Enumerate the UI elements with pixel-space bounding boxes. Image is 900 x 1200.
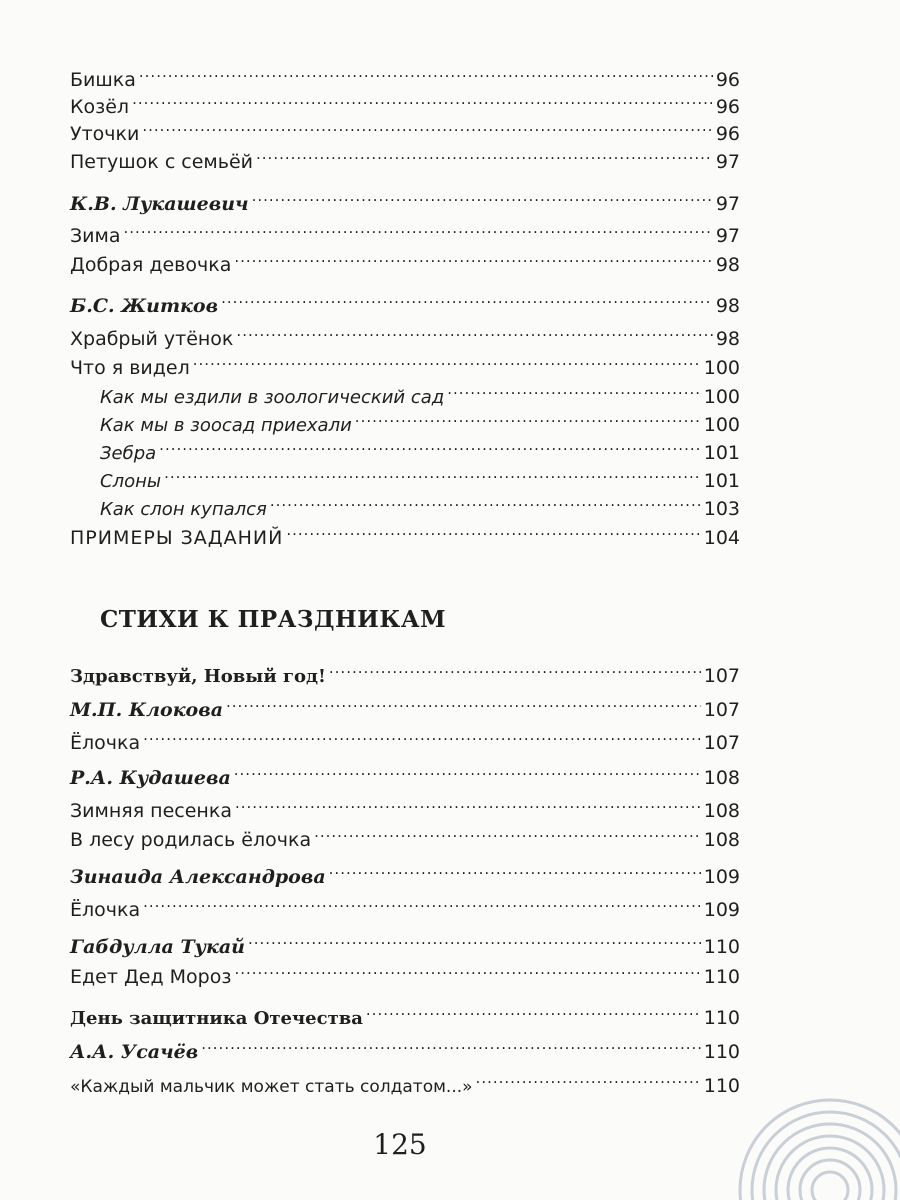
toc-entry-page: 107	[703, 665, 740, 687]
toc-entry	[100, 435, 740, 466]
dot-leader	[314, 822, 701, 846]
toc-entry-page: 100	[703, 414, 740, 436]
toc-entry-title: В лесу родилась ёлочка	[70, 829, 312, 851]
toc-entry	[70, 321, 740, 351]
toc-entry	[70, 822, 740, 852]
toc-entry-page: 97	[715, 225, 740, 247]
toc-entry-title: Зинаида Александрова	[70, 866, 326, 888]
toc-entry-title: Уточки	[70, 123, 140, 145]
toc-entry-title: Козёл	[70, 96, 130, 118]
toc-entry-page: 96	[715, 96, 740, 118]
toc-entry	[70, 859, 740, 889]
dot-leader	[132, 89, 713, 113]
toc-entry-page: 98	[715, 328, 740, 350]
corner-swirl-decoration	[725, 1080, 900, 1200]
toc-entry	[70, 218, 740, 248]
dot-leader	[235, 793, 701, 817]
dot-leader	[286, 520, 700, 544]
toc-entry	[100, 379, 740, 410]
toc-entry	[70, 959, 740, 989]
toc-entry-page: 96	[715, 123, 740, 145]
toc-entry	[70, 89, 740, 119]
dot-leader	[226, 692, 701, 716]
toc-entry	[100, 463, 740, 494]
toc-entry-title: «Каждый мальчик может стать солдатом...»	[70, 1077, 473, 1097]
toc-entry	[70, 658, 740, 689]
toc-entry-page: 110	[703, 1075, 740, 1097]
toc-entry-title: Добрая девочка	[70, 254, 232, 276]
toc-entry	[70, 247, 740, 277]
toc-entry-title: ПРИМЕРЫ ЗАДАНИЙ	[70, 527, 284, 549]
toc-entry	[100, 491, 740, 522]
toc-entry-page: 109	[703, 899, 740, 921]
toc-entry	[70, 520, 740, 550]
dot-leader	[193, 350, 701, 374]
toc-entry-page: 101	[703, 442, 740, 464]
toc-entry-title: Ёлочка	[70, 899, 141, 921]
toc-entry-title: Габдулла Тукай	[70, 936, 245, 958]
dot-leader	[447, 379, 701, 403]
toc-entry-page: 96	[715, 69, 740, 91]
toc-entry-title: Храбрый утёнок	[70, 328, 234, 350]
toc-entry	[70, 62, 740, 92]
toc-entry-title: День защитника Отечества	[70, 1008, 363, 1029]
toc-entry-page: 97	[715, 151, 740, 173]
dot-leader	[252, 186, 713, 210]
toc-entry-title: Едет Дед Мороз	[70, 966, 232, 988]
dot-leader	[143, 725, 701, 749]
toc-entry-page: 103	[703, 498, 740, 520]
toc-entry	[70, 1034, 740, 1064]
toc-entry-title: Петушок с семьёй	[70, 151, 254, 173]
dot-leader	[329, 859, 701, 883]
toc-entry-title: А.А. Усачёв	[70, 1041, 199, 1063]
dot-leader	[234, 247, 712, 271]
toc-entry-page: 100	[703, 357, 740, 379]
toc-entry-title: Б.С. Житков	[70, 295, 219, 317]
toc-entry	[70, 692, 740, 722]
toc-entry	[70, 1000, 740, 1031]
toc-entry-title: Как слон купался	[100, 499, 267, 520]
toc-entry-title: К.В. Лукашевич	[70, 193, 249, 215]
toc-entry-title: Как мы ездили в зоологический сад	[100, 387, 445, 408]
toc-entry-page: 107	[703, 699, 740, 721]
toc-entry	[70, 892, 740, 922]
toc-entry-page: 98	[715, 295, 740, 317]
toc-entry-title: М.П. Клокова	[70, 699, 224, 721]
toc-entry	[70, 760, 740, 790]
dot-leader	[142, 116, 712, 140]
toc-entry-title: Зимняя песенка	[70, 800, 232, 822]
dot-leader	[221, 288, 713, 312]
toc-entry-page: 107	[703, 732, 740, 754]
dot-leader	[366, 1000, 701, 1024]
dot-leader	[355, 407, 701, 431]
toc-entry-title: Слоны	[100, 471, 162, 492]
dot-leader	[139, 62, 713, 86]
toc-entry-title: Ёлочка	[70, 732, 141, 754]
section-title: СТИХИ К ПРАЗДНИКАМ	[100, 606, 447, 633]
toc-entry-page: 108	[703, 800, 740, 822]
toc-entry-page: 109	[703, 866, 740, 888]
dot-leader	[236, 321, 712, 345]
toc-entry	[70, 1068, 740, 1099]
toc-entry-title: Здравствуй, Новый год!	[70, 666, 326, 687]
toc-entry-title: Что я видел	[70, 357, 190, 379]
toc-entry-title: Бишка	[70, 69, 136, 91]
toc-entry	[70, 929, 740, 959]
dot-leader	[143, 892, 701, 916]
dot-leader	[201, 1034, 700, 1058]
toc-entry-page: 108	[703, 829, 740, 851]
toc-entry	[70, 725, 740, 755]
toc-entry	[70, 144, 740, 174]
dot-leader	[270, 491, 701, 515]
toc-entry-page: 104	[703, 527, 740, 549]
toc-entry	[70, 350, 740, 380]
dot-leader	[476, 1068, 701, 1092]
dot-leader	[329, 658, 701, 682]
toc-entry-page: 108	[703, 767, 740, 789]
toc-entry-title: Зима	[70, 225, 121, 247]
toc-entry	[100, 407, 740, 438]
toc-entry-title: Р.А. Кудашева	[70, 767, 231, 789]
toc-entry-page: 110	[703, 1007, 740, 1029]
page-number: 125	[373, 1128, 427, 1161]
dot-leader	[124, 218, 713, 242]
dot-leader	[234, 760, 701, 784]
toc-entry-page: 100	[703, 386, 740, 408]
toc-entry-page: 110	[703, 966, 740, 988]
toc-entry-page: 110	[703, 936, 740, 958]
dot-leader	[164, 463, 701, 487]
dot-leader	[248, 929, 701, 953]
dot-leader	[256, 144, 713, 168]
toc-entry	[70, 793, 740, 823]
toc-entry-page: 98	[715, 254, 740, 276]
toc-entry	[70, 116, 740, 146]
toc-entry-title: Как мы в зоосад приехали	[100, 415, 352, 436]
toc-entry-page: 97	[715, 193, 740, 215]
toc-entry-title: Зебра	[100, 443, 157, 464]
dot-leader	[159, 435, 701, 459]
toc-entry-page: 101	[703, 470, 740, 492]
toc-entry-page: 110	[703, 1041, 740, 1063]
toc-entry	[70, 186, 740, 216]
toc-entry	[70, 288, 740, 318]
dot-leader	[234, 959, 700, 983]
